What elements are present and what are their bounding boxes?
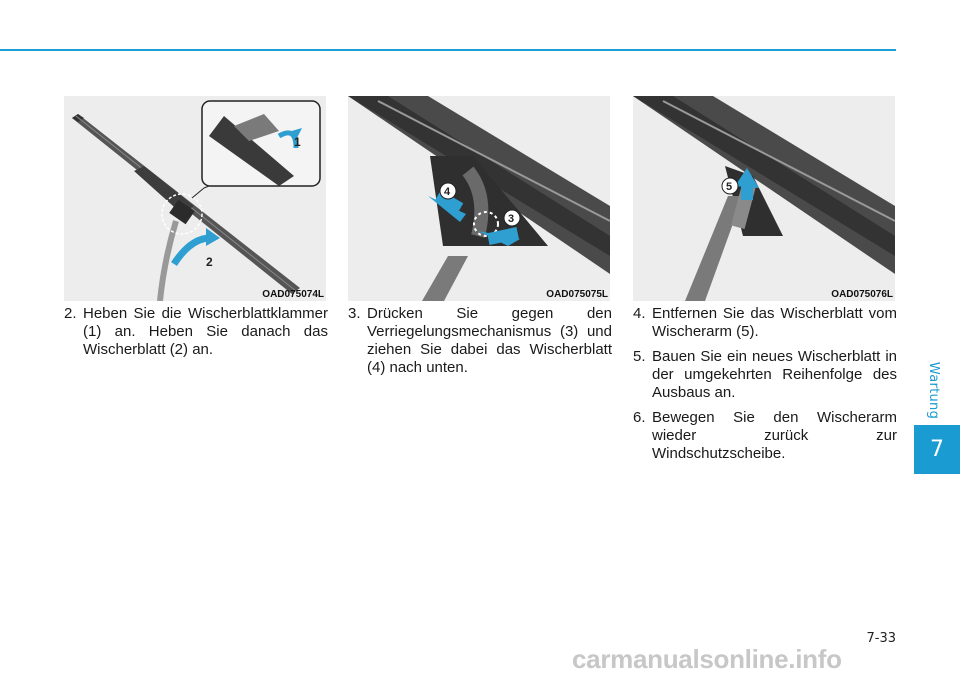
chapter-side-label bbox=[914, 350, 954, 430]
wiper-remove-illustration bbox=[633, 96, 895, 301]
figure-wiper-clip-lift bbox=[64, 96, 326, 301]
step-number: 5. bbox=[633, 348, 646, 365]
wiper-clip-illustration bbox=[64, 96, 326, 301]
callout-4: 4 bbox=[444, 186, 451, 198]
step-item bbox=[633, 305, 897, 341]
chapter-title: Wartung bbox=[926, 361, 942, 419]
wiper-release-illustration bbox=[348, 96, 610, 301]
step-number: 3. bbox=[348, 305, 361, 322]
step-text: Entfernen Sie das Wischerblatt vom Wischerarm (5). bbox=[652, 305, 897, 340]
figure-code: OAD075076L bbox=[831, 289, 893, 300]
figure-code: OAD075074L bbox=[262, 289, 324, 300]
callout-5: 5 bbox=[726, 181, 733, 193]
step-item bbox=[633, 348, 897, 402]
callout-3: 3 bbox=[508, 213, 515, 225]
step-number: 2. bbox=[64, 305, 77, 322]
instruction-column-2 bbox=[348, 305, 612, 384]
callout-1: 1 bbox=[294, 135, 301, 149]
figure-wiper-remove bbox=[633, 96, 895, 301]
step-text: Bauen Sie ein neues Wischerblatt in der umgekehrten Reihenfolge des Ausbaus an. bbox=[652, 348, 897, 401]
step-item bbox=[348, 305, 612, 377]
page-number: 7-33 bbox=[866, 631, 896, 646]
figure-code: OAD075075L bbox=[546, 289, 608, 300]
header-rule bbox=[0, 49, 896, 51]
callout-2: 2 bbox=[206, 255, 213, 269]
step-number: 6. bbox=[633, 409, 646, 426]
instruction-column-1 bbox=[64, 305, 328, 366]
step-text: Bewegen Sie den Wischerarm wieder zurück zur Windschutzscheibe. bbox=[652, 409, 897, 462]
step-item bbox=[633, 409, 897, 463]
watermark-text: carmanualsonline.info bbox=[572, 644, 842, 674]
figure-wiper-release bbox=[348, 96, 610, 301]
step-number: 4. bbox=[633, 305, 646, 322]
step-item bbox=[64, 305, 328, 359]
step-text: Drücken Sie gegen den Verriegelungsmechanismus (3) und ziehen Sie dabei das Wischerblatt (4) nach unten. bbox=[367, 305, 612, 376]
chapter-number-tab[interactable]: 7 bbox=[914, 425, 960, 474]
instruction-column-3 bbox=[633, 305, 897, 470]
step-text: Heben Sie die Wischerblattklammer (1) an. Heben Sie danach das Wischerblatt (2) an. bbox=[83, 305, 328, 358]
